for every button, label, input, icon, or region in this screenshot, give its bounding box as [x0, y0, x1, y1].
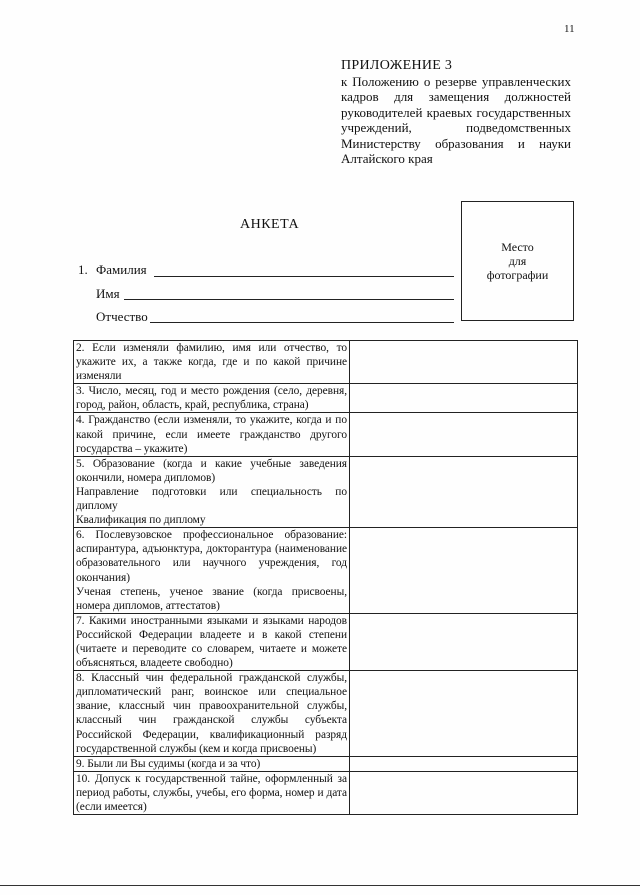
photo-label-line3: фотографии: [486, 268, 549, 282]
table-row: [74, 384, 578, 413]
question-cell: [74, 756, 350, 771]
question-cell: [74, 528, 350, 614]
answer-cell[interactable]: [350, 528, 578, 614]
photo-label-line1: Место: [501, 240, 534, 254]
question-cell: [74, 456, 350, 527]
answer-cell[interactable]: [350, 671, 578, 757]
question-text: 4. Гражданство (если изменяли, то укажите, когда и по какой причине, если имеете гражданство другого государства – укажите): [76, 414, 347, 455]
question-cell: [74, 413, 350, 456]
form-title: АНКЕТА: [240, 217, 300, 232]
question-text: 10. Допуск к государственной тайне, оформленный за период работы, службы, учебы, его форма, номер и дата (если имеется): [76, 772, 347, 813]
questionnaire-table: [73, 340, 578, 815]
appendix-header: [341, 58, 571, 167]
patronymic-label: Отчество: [96, 309, 148, 324]
table-row: [74, 771, 578, 814]
page-number: 11: [564, 23, 575, 35]
appendix-body: к Положению о резерве управленческих кадров для замещения должностей руководителей краевых государственных учреждений, подведомственных Министерству образования и науки Алтайского края: [341, 73, 571, 166]
answer-cell[interactable]: [350, 384, 578, 413]
answer-cell[interactable]: [350, 456, 578, 527]
answer-cell[interactable]: [350, 771, 578, 814]
question-cell: [74, 613, 350, 670]
question-text: 3. Число, месяц, год и место рождения (село, деревня, город, район, область, край, республика, страна): [76, 385, 347, 412]
table-row: [74, 456, 578, 527]
question-text: 9. Были ли Вы судимы (когда и за что): [76, 757, 261, 770]
surname-label: Фамилия: [96, 262, 147, 277]
question-text: 8. Классный чин федеральной гражданской службы, дипломатический ранг, воинское или специальное звание, классный чин правоохранительной службы, классный чин гражданской службы субъекта Российской Федерации, квалификационный разряд государственной службы (кем и когда присвоены): [76, 672, 347, 755]
table-row: [74, 671, 578, 757]
photo-label-line2: для: [508, 254, 527, 268]
answer-cell[interactable]: [350, 613, 578, 670]
appendix-title: ПРИЛОЖЕНИЕ 3: [341, 58, 453, 73]
answer-cell[interactable]: [350, 413, 578, 456]
table-row: [74, 756, 578, 771]
question-text: Квалификация по диплому: [76, 514, 206, 527]
question-text: Ученая степень, ученое звание (когда присвоены, номера дипломов, аттестатов): [76, 585, 347, 612]
question-text: 6. Послевузовское профессиональное образование: аспирантура, адъюнктура, докторантура (наименование образовательного или научного учреждения, год окончания): [76, 529, 347, 584]
question-text: 5. Образование (когда и какие учебные заведения окончили, номера дипломов): [76, 457, 347, 484]
table-row: [74, 613, 578, 670]
question-text: 2. Если изменяли фамилию, имя или отчество, то укажите их, а также когда, где и по какой причине изменяли: [76, 342, 347, 383]
table-row: [74, 413, 578, 456]
photo-placeholder: [461, 201, 574, 321]
name-label: Имя: [96, 286, 120, 301]
question-cell: [74, 341, 350, 384]
question-text: Направление подготовки или специальность по диплому: [76, 485, 347, 513]
question-cell: [74, 771, 350, 814]
table-row: [74, 528, 578, 614]
answer-cell[interactable]: [350, 341, 578, 384]
question-cell: [74, 384, 350, 413]
question-text: 7. Какими иностранными языками и языками народов Российской Федерации владеете и в какой степени (читаете и переводите со словарем, читаете и можете объясняться, владеете свободно): [76, 614, 347, 670]
bottom-rule: [0, 885, 640, 886]
answer-cell[interactable]: [350, 756, 578, 771]
table-row: [74, 341, 578, 384]
field-number: 1.: [78, 262, 88, 277]
question-cell: [74, 671, 350, 757]
